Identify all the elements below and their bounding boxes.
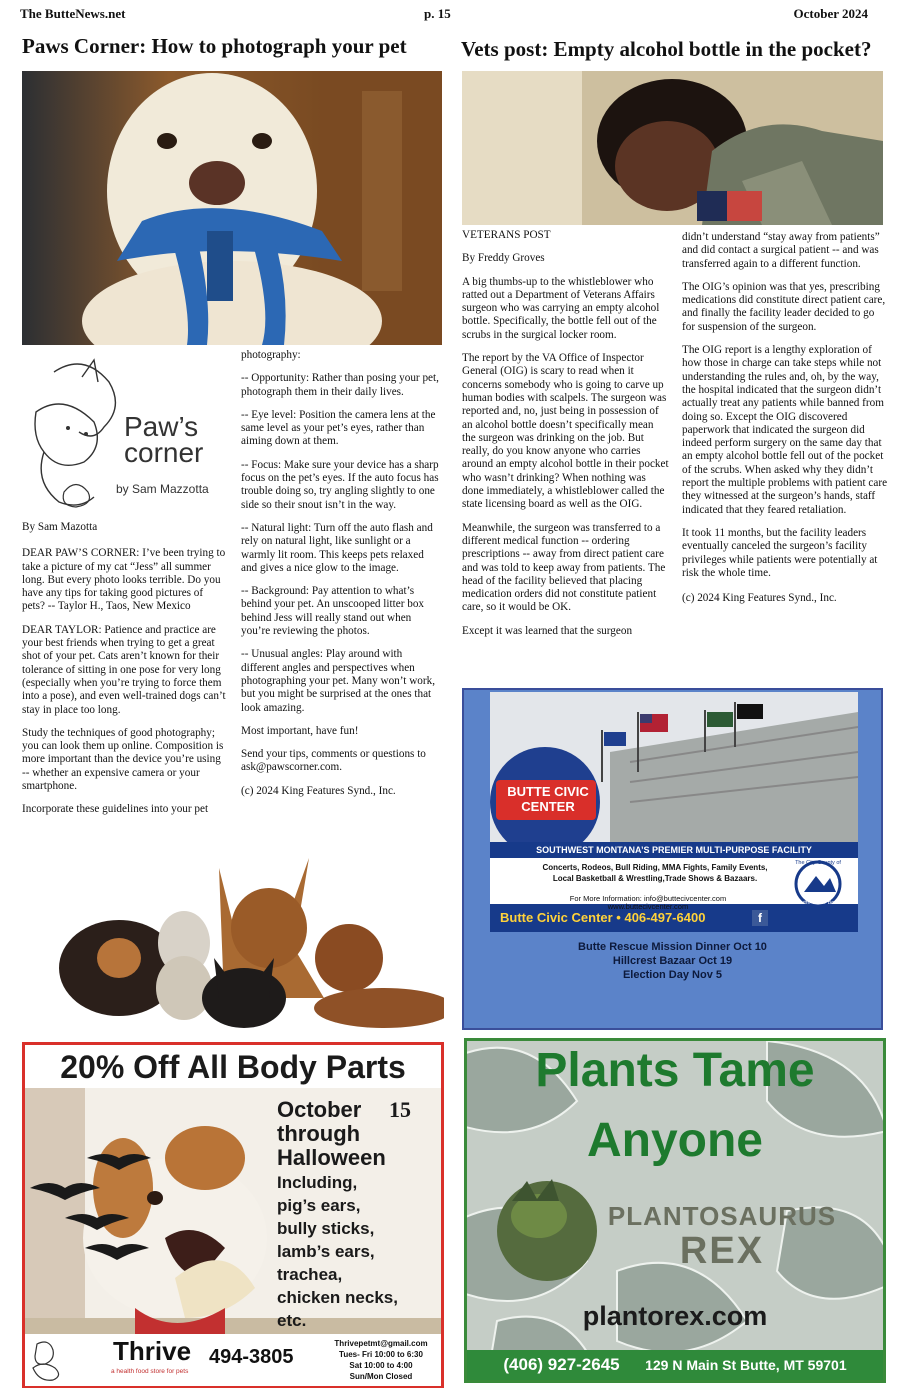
offer-item: bully sticks, xyxy=(277,1219,375,1238)
right-col2-para: (c) 2024 King Features Synd., Inc. xyxy=(682,592,837,605)
civic-website[interactable]: www.buttecivcenter.com xyxy=(607,902,689,911)
right-col2-para: The OIG’s opinion was that yes, prescribing medications did constitute direct patient care, and finally the facility leader decided to go for suspension of the surgeon. xyxy=(682,280,886,333)
left-col2-para: -- Unusual angles: Play around with different angles and perspectives when photographing your pet. Many won’t work, but you might be surprised at the ones that look amazing. xyxy=(241,648,435,714)
right-col1-para: A big thumbs-up to the whistleblower who ratted out a Department of Veterans Affairs surgeon who was carrying an empty alcohol bottle. Specifically, the bottle fell out of the scrubs in the surgical locker room. xyxy=(462,275,660,341)
civic-info[interactable]: For More Information: info@buttecivcenter.com xyxy=(569,894,727,903)
thrive-phone[interactable]: 494-3805 xyxy=(209,1346,294,1368)
right-col2-para: The OIG report is a lengthy exploration of how those in charge can take steps while not understanding the rules and, oh, by the way, the hospital indicated that the surgeon didn’t actually treat any patients while banned from doing so. Except the OIG discovered paperwork that indicated the surgeon did indeed perform surgery on the same day that an empty alcohol bottle fell out of the pocket of the scrubs. When asked why they didn’t report the multiple problems with patient care they witnessed at the surgeon’s hands, staff indicated that they feared retaliation. xyxy=(682,344,888,516)
logo-author: by Sam Mazzotta xyxy=(116,482,209,496)
right-byline: By Freddy Groves xyxy=(462,252,545,265)
thrive-title: 20% Off All Body Parts xyxy=(60,1049,406,1085)
masthead xyxy=(20,6,868,22)
thrive-ad[interactable] xyxy=(22,1042,444,1388)
left-col2-para: -- Focus: Make sure your device has a sharp focus on the pet’s eyes. If the auto focus has trouble doing so, try angling slightly to one side so their snout isn’t in the way. xyxy=(241,458,439,511)
thrive-brand: Thrive xyxy=(113,1336,192,1366)
thrive-email[interactable]: Thrivepetmt@gmail.com xyxy=(334,1339,428,1348)
civic-phone-line[interactable]: Butte Civic Center • 406-497-6400 xyxy=(500,910,706,925)
page-number: p. 15 xyxy=(424,6,451,21)
civic-center-ad[interactable] xyxy=(462,688,883,1030)
thrive-hours: Sun/Mon Closed xyxy=(349,1372,413,1381)
offer-item: etc. xyxy=(277,1311,307,1330)
right-col2-para: It took 11 months, but the facility leaders eventually canceled the surgeon’s facility privileges while patients were potentially at risk the whole time. xyxy=(682,526,878,579)
right-kicker: VETERANS POST xyxy=(462,229,551,241)
seal-bottom-text: Butte-Silver Bow xyxy=(797,900,839,906)
paws-corner-logo xyxy=(24,352,218,514)
left-col2-para: -- Eye level: Position the camera lens at the same level as your pet’s eyes, rather than aiming down at them. xyxy=(241,408,436,448)
event-item: Election Day Nov 5 xyxy=(622,969,723,981)
pets-group-photo xyxy=(24,848,444,1030)
left-col2-para: -- Background: Pay attention to what’s behind your pet. An unscooped litter box behind Jess will really stand out when you’re reviewing the photos. xyxy=(241,585,425,638)
civic-events-line2: Local Basketball & Wrestling,Trade Shows & Bazaars. xyxy=(552,874,758,883)
left-col1-para: DEAR PAW’S CORNER: I’ve been trying to take a picture of my cat “Jess” all summer long. But every photo looks terrible. Do you have any tips for taking good pictures of pets? -- Taylor H., Taos, New Mexico xyxy=(22,547,226,613)
left-col1-para: DEAR TAYLOR: Patience and practice are your best friends when trying to get a great shot of your pet. Cats aren’t known for their tolerance of sitting in one pose for very long (especially when you’re trying to force them into a pose), and even well-trained dogs can’t stay in place too long. xyxy=(22,623,226,716)
civic-sign-line2: CENTER xyxy=(521,799,575,814)
right-col-1 xyxy=(462,229,669,648)
upcoming-events xyxy=(464,940,881,982)
offer-halloween: Halloween xyxy=(277,1145,386,1170)
left-byline: By Sam Mazotta xyxy=(22,521,98,533)
left-col2-para: photography: xyxy=(241,349,301,361)
plants-title-line1: Plants Tame xyxy=(535,1044,815,1097)
offer-item: trachea, xyxy=(277,1265,343,1284)
plants-title-line2: Anyone xyxy=(586,1114,763,1167)
right-headline: Vets post: Empty alcohol bottle in the pocket? xyxy=(461,37,872,61)
left-col2-para: Most important, have fun! xyxy=(241,724,359,737)
thrive-hours: Tues- Fri 10:00 to 6:30 xyxy=(339,1350,423,1359)
civic-ad-panel xyxy=(490,692,858,932)
left-col-2 xyxy=(241,349,442,808)
plants-ad[interactable] xyxy=(464,1038,886,1383)
right-col1-para: Meanwhile, the surgeon was transferred to a different medical function -- ordering prescriptions -- away from direct patient care and was told to keep away from patients. The head of the facility believed that placing medication orders did not constitute patient care, so it would be OK. xyxy=(462,521,666,614)
right-col-2 xyxy=(682,231,889,615)
offer-through: through xyxy=(277,1121,361,1146)
left-col2-para: -- Natural light: Turn off the auto flash and rely on natural light, like sunlight or a warmly lit room. This keeps pets relaxed and gives a nice glow to the image. xyxy=(241,521,433,574)
issue-date: October 2024 xyxy=(793,6,868,21)
left-col1-para: Study the techniques of good photography; you can look them up online. Composition is more important than the device you’re using -- whether an expensive camera or your smartphone. xyxy=(22,726,224,793)
right-col2-para: didn’t understand “stay away from patients” and did contact a surgical patient -- and was transferred again to a different function. xyxy=(682,231,880,270)
dog-chew-photo xyxy=(25,1088,441,1364)
seal-top-text: The City-County of xyxy=(795,860,841,866)
left-col-1 xyxy=(22,521,226,827)
left-col2-para: Send your tips, comments or questions to ask@pawscorner.com. xyxy=(241,748,426,774)
civic-sign-line1: BUTTE CIVIC xyxy=(507,784,589,799)
offer-day: 15 xyxy=(389,1097,411,1122)
left-col1-para: Incorporate these guidelines into your pet xyxy=(22,803,209,816)
thrive-footer xyxy=(25,1334,441,1386)
site-name: The ButteNews.net xyxy=(20,6,126,21)
plants-website[interactable]: plantorex.com xyxy=(582,1301,768,1331)
plants-footer xyxy=(467,1350,883,1380)
left-col2-para: -- Opportunity: Rather than posing your pet, photograph them in their daily lives. xyxy=(241,372,439,398)
thrive-tagline: a health food store for pets xyxy=(111,1368,189,1375)
left-headline: Paws Corner: How to photograph your pet xyxy=(22,34,407,58)
event-item: Hillcrest Bazaar Oct 19 xyxy=(612,955,733,967)
left-col2-para: (c) 2024 King Features Synd., Inc. xyxy=(241,784,396,797)
civic-banner: SOUTHWEST MONTANA’S PREMIER MULTI-PURPOSE FACILITY xyxy=(536,845,812,855)
soldier-child-photo xyxy=(462,71,883,225)
offer-item: lamb’s ears, xyxy=(277,1242,375,1261)
plants-brand-line1: PLANTOSAURUS xyxy=(607,1201,837,1231)
thrive-hours: Sat 10:00 to 4:00 xyxy=(349,1361,413,1370)
facebook-icon[interactable]: f xyxy=(752,910,768,926)
right-col1-para: The report by the VA Office of Inspector General (OIG) is scary to read when it concerns somebody who is going to carve up human bodies with scalpels. The surgeon was reported and, no, just being in possession of an alcohol bottle doesn’t specifically mean the surgeon was drinking on the job. But really, do you know anyone who carries around an empty alcohol bottle in their pocket who wasn’t drinking? When nothing was done immediately, a whistleblower called the state licensing board as well as the OIG. xyxy=(462,352,669,511)
logo-line1: Paw’s xyxy=(124,411,199,442)
offer-item: pig’s ears, xyxy=(277,1196,361,1215)
dog-leash-photo xyxy=(22,71,442,345)
plants-phone[interactable]: (406) 927-2645 xyxy=(503,1355,620,1374)
plants-brand-line2: REX xyxy=(679,1230,765,1272)
logo-line2: corner xyxy=(124,437,204,468)
dog-cat-logo-icon xyxy=(29,1338,69,1382)
event-item: Butte Rescue Mission Dinner Oct 10 xyxy=(578,941,767,953)
right-col1-para: Except it was learned that the surgeon xyxy=(462,624,633,637)
offer-item: chicken necks, xyxy=(277,1288,398,1307)
civic-events-line1: Concerts, Rodeos, Bull Riding, MMA Fights, Family Events, xyxy=(542,863,768,872)
offer-month: October xyxy=(277,1097,362,1122)
plants-address: 129 N Main St Butte, MT 59701 xyxy=(645,1357,847,1373)
thrive-offer xyxy=(277,1097,411,1331)
offer-item: Including, xyxy=(277,1173,358,1192)
